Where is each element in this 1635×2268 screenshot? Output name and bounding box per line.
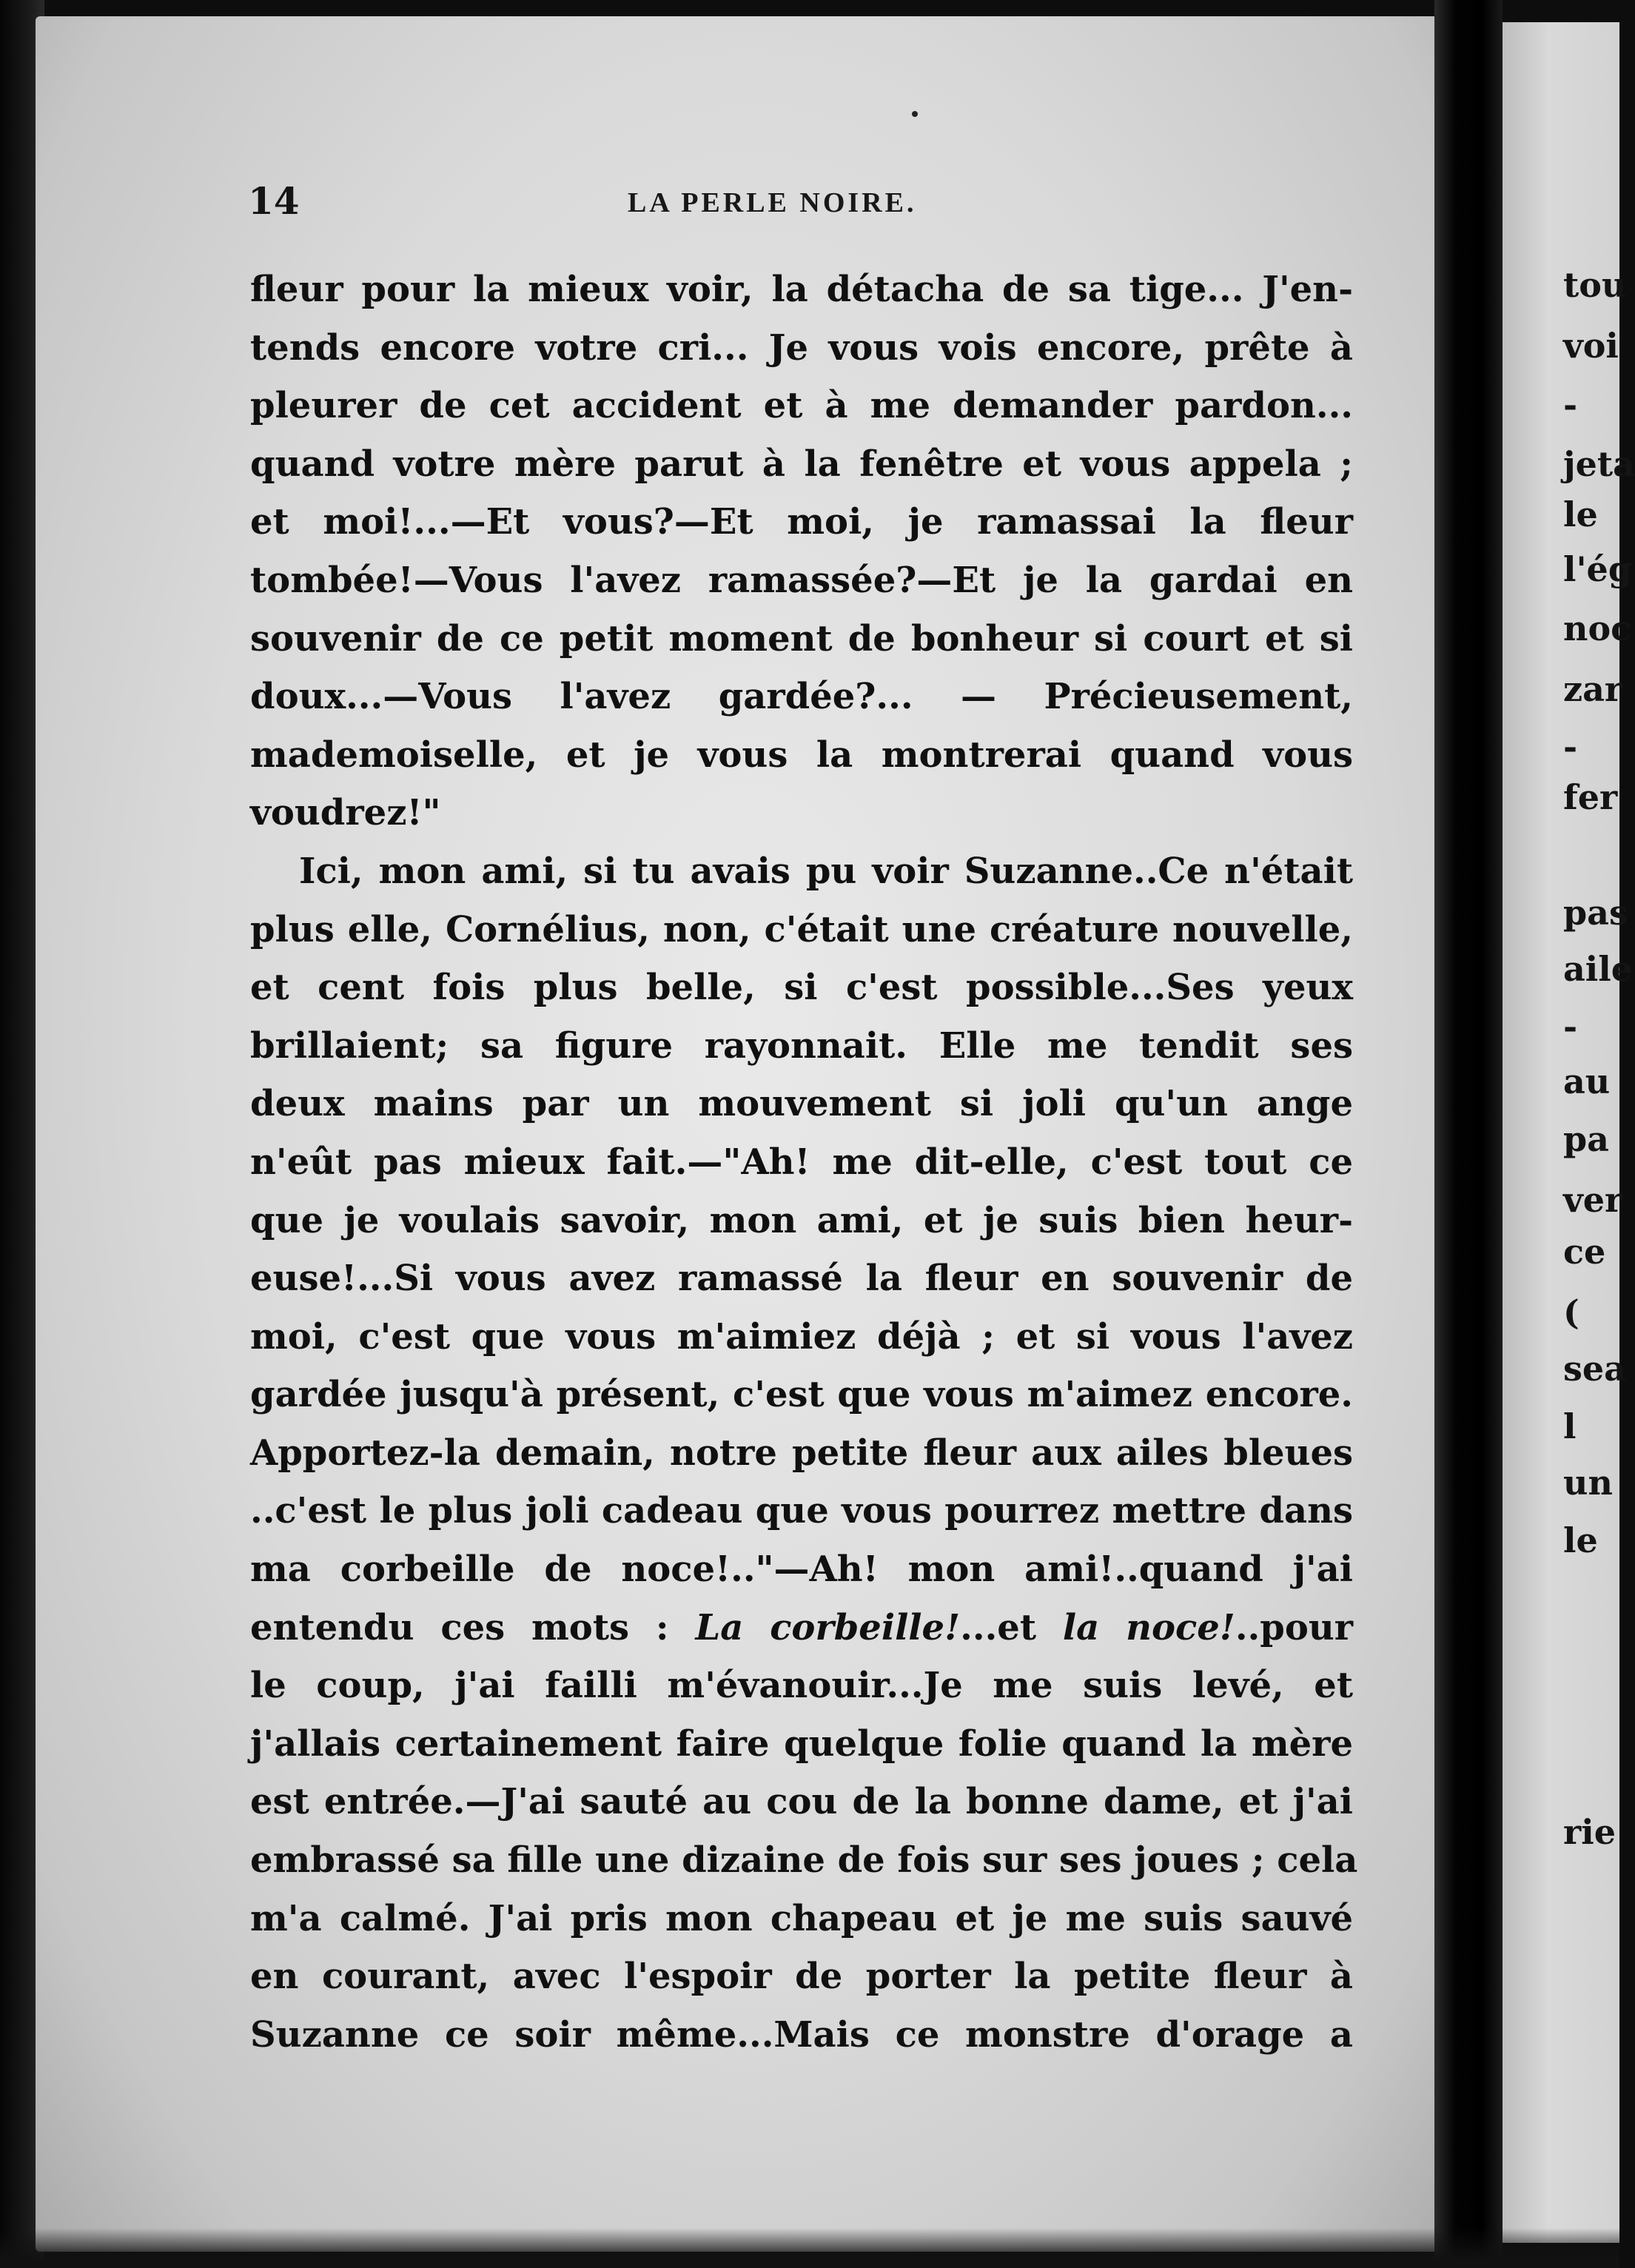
running-title: LA PERLE NOIRE. xyxy=(628,187,917,218)
facing-page-fragment: le xyxy=(1563,1520,1598,1560)
scan-bottom-border xyxy=(0,2228,1619,2268)
paragraph-start-line: Ici, mon ami, si tu avais pu voir Suzanne..Ce n'était xyxy=(299,850,1353,892)
line-segment: entendu ces mots : xyxy=(250,1606,669,1648)
facing-page-fragment: zar xyxy=(1563,669,1623,709)
facing-page-fragment: tou xyxy=(1563,265,1627,305)
text-line: euse!...Si vous avez ramassé la fleur en souvenir de xyxy=(250,1258,1353,1300)
text-line: tends encore votre cri... Je vous vois encore, prête à xyxy=(250,326,1353,369)
facing-page-fragment: rie xyxy=(1563,1812,1616,1852)
ink-speck xyxy=(912,111,918,117)
facing-page-fragment: sea xyxy=(1563,1349,1626,1389)
facing-page-fragment: voi xyxy=(1563,326,1619,366)
text-line: est entrée.—J'ai sauté au cou de la bonne dame, et j'ai xyxy=(250,1781,1353,1823)
text-line: mademoiselle, et je vous la montrerai quand vous xyxy=(250,734,1353,776)
text-line: voudrez!" xyxy=(250,792,441,834)
text-line: fleur pour la mieux voir, la détacha de sa tige... J'en- xyxy=(250,269,1353,310)
facing-page-fragment: un xyxy=(1563,1463,1613,1503)
text-line: pleurer de cet accident et à me demander pardon... xyxy=(250,385,1353,427)
facing-page-fragment: - xyxy=(1563,385,1578,425)
text-line: ma corbeille de noce!.."—Ah! mon ami!..quand j'ai xyxy=(250,1549,1353,1591)
text-line: embrassé sa fille une dizaine de fois sur ses joues ; cela xyxy=(250,1839,1358,1882)
text-line: j'allais certainement faire quelque folie quand la mère xyxy=(250,1722,1353,1765)
book-gutter xyxy=(1434,0,1503,2268)
text-line: n'eût pas mieux fait.—"Ah! me dit-elle, c'est tout ce xyxy=(250,1141,1353,1183)
text-line: et moi!...—Et vous?—Et moi, je ramassai la fleur xyxy=(250,501,1353,543)
text-line: quand votre mère parut à la fenêtre et vous appela ; xyxy=(250,443,1353,485)
italic-phrase: La corbeille! xyxy=(695,1606,961,1648)
text-line: gardée jusqu'à présent, c'est que vous m'aimez encore. xyxy=(250,1374,1353,1416)
text-line: ..c'est le plus joli cadeau que vous pourrez mettre dans xyxy=(250,1490,1353,1532)
facing-page-fragment: - xyxy=(1563,727,1578,767)
facing-page-fragment: ce xyxy=(1563,1232,1606,1272)
facing-page-fragment: au xyxy=(1563,1061,1611,1101)
text-line: et cent fois plus belle, si c'est possible...Ses yeux xyxy=(250,967,1353,1009)
page-number: 14 xyxy=(248,179,300,223)
facing-page-fragment: noc xyxy=(1563,608,1632,648)
text-line: deux mains par un mouvement si joli qu'un ange xyxy=(250,1083,1353,1125)
line-segment: ...et xyxy=(960,1606,1036,1648)
text-line: souvenir de ce petit moment de bonheur si court et si xyxy=(250,617,1353,660)
facing-page-fragment: le xyxy=(1563,494,1598,534)
text-line-with-italics xyxy=(250,1599,1353,1657)
body-text xyxy=(250,261,1358,2064)
text-line: tombée!—Vous l'avez ramassée?—Et je la gardai en xyxy=(250,559,1353,601)
text-line: en courant, avec l'espoir de porter la petite fleur à xyxy=(250,1956,1353,1998)
facing-page-fragment: jeta xyxy=(1563,444,1635,484)
text-line: moi, c'est que vous m'aimiez déjà ; et si vous l'avez xyxy=(250,1315,1353,1358)
line-segment: ..pour xyxy=(1235,1606,1354,1648)
text-line: plus elle, Cornélius, non, c'était une créature nouvelle, xyxy=(250,908,1353,950)
text-line: Apportez-la demain, notre petite fleur aux ailes bleues xyxy=(250,1432,1353,1474)
facing-page-fragment: ver xyxy=(1563,1180,1623,1220)
facing-page-fragment: fer xyxy=(1563,777,1618,817)
text-line: brillaient; sa figure rayonnait. Elle me tendit ses xyxy=(250,1024,1353,1067)
facing-page-fragment: aile xyxy=(1563,949,1634,989)
facing-page-fragment: pas xyxy=(1563,893,1628,933)
text-line: Suzanne ce soir même...Mais ce monstre d'orage a xyxy=(250,2013,1353,2056)
facing-page-fragment: l'ég xyxy=(1563,549,1632,589)
facing-page-fragment: ( xyxy=(1563,1292,1579,1332)
text-line: que je voulais savoir, mon ami, et je suis bien heur- xyxy=(250,1199,1353,1241)
text-line: doux...—Vous l'avez gardée?... — Précieusement, xyxy=(250,676,1353,718)
facing-page-fragment: pa xyxy=(1563,1119,1609,1159)
text-line: le coup, j'ai failli m'évanouir...Je me suis levé, et xyxy=(250,1665,1353,1707)
italic-phrase: la noce! xyxy=(1062,1606,1235,1648)
facing-page-fragment: - xyxy=(1563,1007,1578,1047)
text-line: m'a calmé. J'ai pris mon chapeau et je me suis sauvé xyxy=(250,1897,1353,1939)
facing-page-fragment: l xyxy=(1563,1406,1577,1446)
